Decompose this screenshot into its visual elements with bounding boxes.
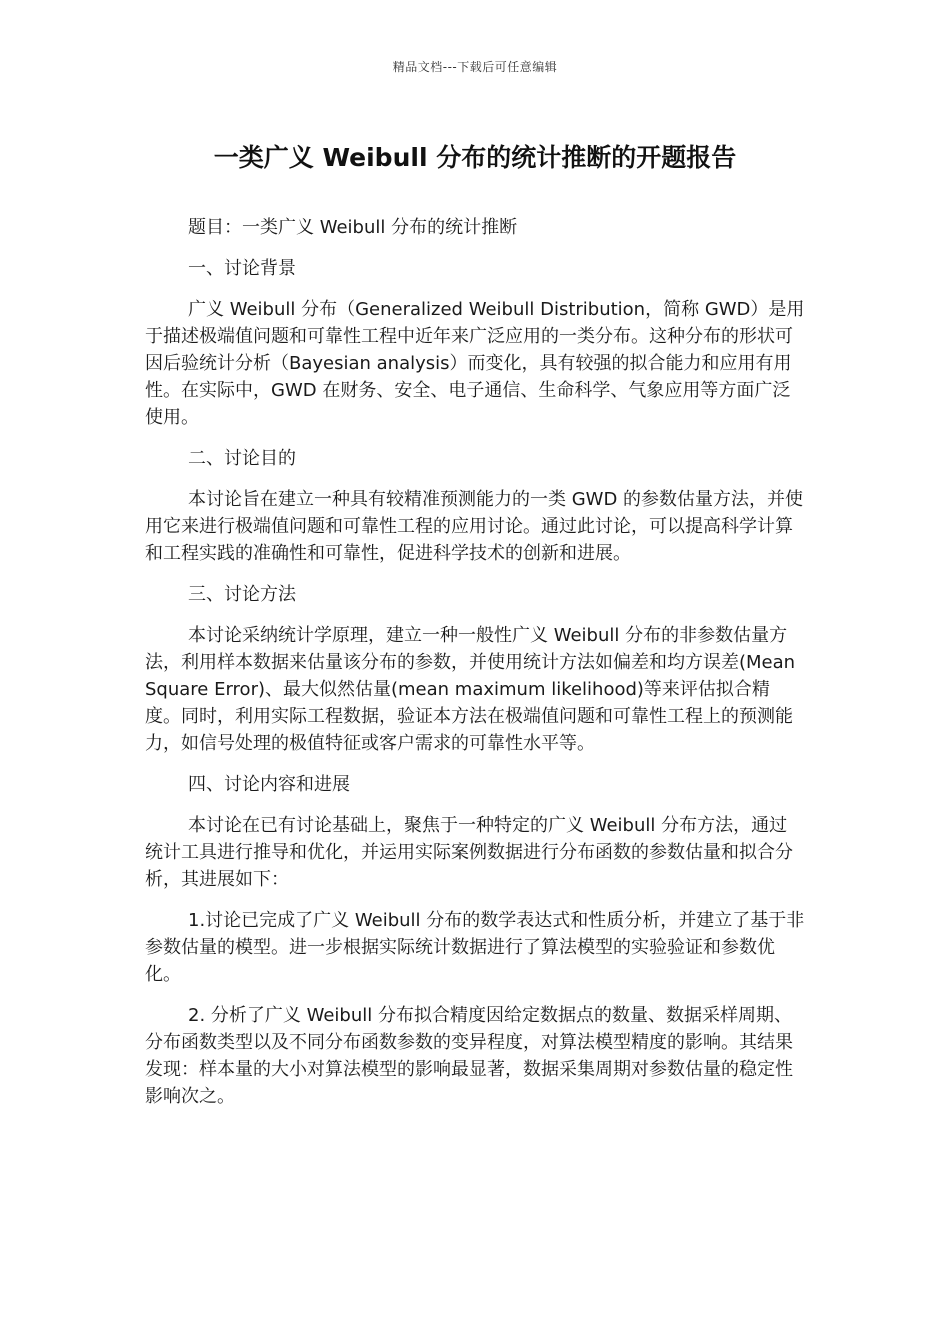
- paragraph-purpose: 本讨论旨在建立一种具有较精准预测能力的一类 GWD 的参数估量方法，并使用它来进行极端值问题和可靠性工程的应用讨论。通过此讨论，可以提高科学计算和工程实践的准确性和可靠性，促进科学技术的创新和进展。: [145, 489, 804, 564]
- section-heading-background: 一、讨论背景: [188, 258, 296, 279]
- document-body: [145, 214, 805, 1124]
- paragraph-progress-item-2: 2. 分析了广义 Weibull 分布拟合精度因给定数据点的数量、数据采样周期、分布函数类型以及不同分布函数参数的变异程度，对算法模型精度的影响。其结果发现：样本量的大小对算法模型的影响最显著，数据采集周期对参数估量的稳定性影响次之。: [145, 1005, 793, 1107]
- paragraph-method: 本讨论采纳统计学原理，建立一种一般性广义 Weibull 分布的非参数估量方法，利用样本数据来估量该分布的参数，并使用统计方法如偏差和均方误差(Mean Square Error)、最大似然估量(mean maximum likelihood)等来评估拟合精度。同时，利用实际工程数据，验证本方法在极端值问题和可靠性工程上的预测能力，如信号处理的极值特征或客户需求的可靠性水平等。: [145, 625, 796, 754]
- paragraph-background: 广义 Weibull 分布（Generalized Weibull Distribution，简称 GWD）是用于描述极端值问题和可靠性工程中近年来广泛应用的一类分布。这种分布的形状可因后验统计分析（Bayesian analysis）而变化，具有较强的拟合能力和应用有用性。在实际中，GWD 在财务、安全、电子通信、生命科学、气象应用等方面广泛使用。: [145, 299, 805, 428]
- subject-line: 题目：一类广义 Weibull 分布的统计推断: [188, 217, 518, 238]
- document-title: 一类广义 Weibull 分布的统计推断的开题报告: [213, 143, 737, 172]
- header-note: 精品文档---下载后可任意编辑: [392, 60, 558, 74]
- paragraph-progress-item-1: 1.讨论已完成了广义 Weibull 分布的数学表达式和性质分析，并建立了基于非参数估量的模型。进一步根据实际统计数据进行了算法模型的实验验证和参数优化。: [145, 910, 805, 985]
- section-heading-content-progress: 四、讨论内容和进展: [188, 774, 350, 795]
- section-heading-purpose: 二、讨论目的: [188, 448, 296, 469]
- section-heading-method: 三、讨论方法: [188, 584, 296, 605]
- paragraph-content-progress: 本讨论在已有讨论基础上，聚焦于一种特定的广义 Weibull 分布方法，通过统计工具进行推导和优化，并运用实际案例数据进行分布函数的参数估量和拟合分析，其进展如下：: [145, 815, 793, 890]
